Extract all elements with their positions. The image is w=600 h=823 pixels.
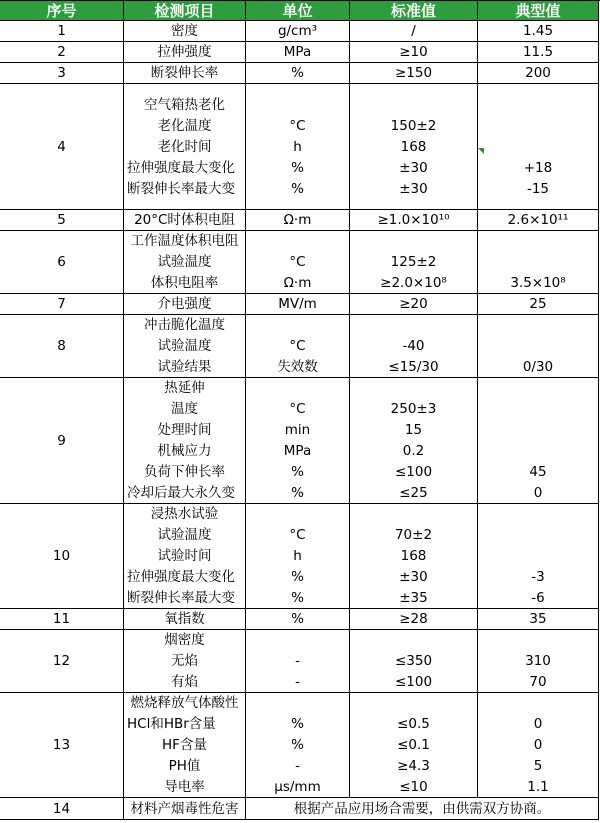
item-cell bbox=[124, 798, 246, 820]
standard-value-cell bbox=[350, 378, 478, 504]
typical-value bbox=[478, 336, 598, 357]
item-label: 断裂伸长率最大变 bbox=[127, 590, 235, 606]
typical-value bbox=[478, 231, 598, 252]
item-label: 冲击脆化温度 bbox=[144, 317, 225, 333]
item-label: 密度 bbox=[171, 23, 198, 39]
unit-value bbox=[246, 315, 349, 336]
unit-value: °C bbox=[289, 254, 306, 270]
item-label: 20°C时体积电阻 bbox=[134, 212, 235, 228]
item-label: 浸热水试验 bbox=[150, 506, 219, 522]
row-number: 9 bbox=[57, 433, 66, 449]
header-no: 序号 bbox=[0, 1, 124, 21]
item-label: PH值 bbox=[168, 758, 201, 774]
unit-value bbox=[246, 231, 349, 252]
typical-value: +18 bbox=[523, 160, 553, 176]
unit-value: °C bbox=[289, 527, 306, 543]
typical-value-cell bbox=[478, 63, 599, 84]
standard-value: 15 bbox=[404, 422, 423, 438]
standard-value-cell bbox=[350, 315, 478, 378]
unit-value: °C bbox=[289, 118, 306, 134]
typical-value-cell bbox=[478, 231, 599, 294]
standard-value bbox=[350, 504, 477, 525]
typical-value: 1.45 bbox=[522, 23, 554, 39]
header-typical: 典型值 bbox=[478, 1, 599, 21]
row-number-cell bbox=[0, 609, 124, 630]
item-label: 导电率 bbox=[164, 779, 205, 795]
item-label: HCl和HBr含量 bbox=[127, 716, 216, 732]
typical-value: -15 bbox=[526, 181, 550, 197]
row-number-cell bbox=[0, 294, 124, 315]
standard-value bbox=[350, 95, 477, 116]
unit-value: 失效数 bbox=[277, 359, 318, 375]
unit-value bbox=[246, 504, 349, 525]
typical-value bbox=[478, 441, 598, 462]
typical-value-cell bbox=[478, 210, 599, 231]
unit-value: - bbox=[295, 758, 300, 774]
row-number-cell bbox=[0, 63, 124, 84]
item-label: 处理时间 bbox=[157, 422, 212, 438]
standard-value: 168 bbox=[400, 548, 427, 564]
typical-value: 0/30 bbox=[522, 359, 554, 375]
row-number-cell bbox=[0, 378, 124, 504]
unit-value-cell bbox=[246, 630, 350, 693]
item-label: 断裂伸长率最大变 bbox=[127, 181, 235, 197]
standard-value: ≤0.1 bbox=[397, 737, 430, 753]
unit-value: % bbox=[291, 569, 304, 585]
unit-value-cell bbox=[246, 693, 350, 798]
unit-value-cell bbox=[246, 504, 350, 609]
unit-value bbox=[246, 378, 349, 399]
row-number-cell bbox=[0, 693, 124, 798]
row-number: 10 bbox=[52, 548, 71, 564]
typical-value: 25 bbox=[529, 296, 547, 312]
typical-value-cell bbox=[478, 378, 599, 504]
standard-value: ≥2.0×10⁸ bbox=[380, 275, 447, 291]
typical-value bbox=[478, 378, 598, 399]
item-cell bbox=[124, 210, 246, 231]
standard-value: ≤100 bbox=[394, 674, 433, 690]
item-label: 试验结果 bbox=[157, 359, 212, 375]
unit-value bbox=[246, 630, 349, 651]
row-number-cell bbox=[0, 798, 124, 820]
unit-value-cell bbox=[246, 378, 350, 504]
typical-value bbox=[478, 546, 598, 567]
unit-value: % bbox=[291, 464, 304, 480]
unit-value-cell bbox=[246, 63, 350, 84]
typical-value: 200 bbox=[525, 65, 551, 81]
item-label: 拉伸强度 bbox=[157, 44, 212, 60]
item-cell bbox=[124, 693, 246, 798]
standard-value-cell bbox=[350, 231, 478, 294]
item-label: 试验时间 bbox=[157, 548, 212, 564]
typical-value: 5 bbox=[533, 758, 543, 774]
unit-value: % bbox=[291, 65, 304, 81]
standard-value: ≥10 bbox=[399, 44, 428, 60]
unit-value: % bbox=[291, 160, 304, 176]
item-label: 有焰 bbox=[171, 674, 198, 690]
standard-value: 250±3 bbox=[390, 401, 437, 417]
standard-value bbox=[350, 231, 477, 252]
item-label: 工作温度体积电阻 bbox=[130, 233, 239, 249]
unit-value: - bbox=[295, 653, 300, 669]
typical-value bbox=[478, 504, 598, 525]
typical-value: 0 bbox=[533, 485, 543, 501]
item-cell bbox=[124, 63, 246, 84]
typical-value: 0 bbox=[533, 737, 543, 753]
typical-value bbox=[478, 137, 598, 158]
item-label: 氧指数 bbox=[164, 611, 205, 627]
typical-value-cell bbox=[478, 294, 599, 315]
header-item: 检测项目 bbox=[124, 1, 246, 21]
unit-value-cell bbox=[246, 42, 350, 63]
unit-value: % bbox=[291, 611, 304, 627]
typical-value-cell bbox=[478, 609, 599, 630]
row-number: 13 bbox=[52, 737, 71, 753]
standard-value: ±35 bbox=[399, 590, 428, 606]
typical-value: 2.6×10¹¹ bbox=[507, 212, 569, 228]
typical-value-cell bbox=[478, 693, 599, 798]
typical-value: 70 bbox=[529, 674, 547, 690]
unit-value bbox=[246, 95, 349, 116]
typical-value-cell bbox=[478, 42, 599, 63]
unit-value: % bbox=[291, 590, 304, 606]
typical-value bbox=[478, 252, 598, 273]
unit-value: % bbox=[291, 737, 304, 753]
item-cell bbox=[124, 315, 246, 378]
standard-value: ≤350 bbox=[394, 653, 433, 669]
standard-value-cell bbox=[350, 630, 478, 693]
standard-value: ≥28 bbox=[399, 611, 428, 627]
standard-value-cell bbox=[350, 42, 478, 63]
typical-value bbox=[478, 630, 598, 651]
item-cell bbox=[124, 42, 246, 63]
standard-value-cell bbox=[350, 63, 478, 84]
standard-value-cell bbox=[350, 21, 478, 42]
unit-value: % bbox=[291, 181, 304, 197]
unit-value-cell bbox=[246, 84, 350, 210]
standard-value: ≥150 bbox=[394, 65, 433, 81]
unit-value: min bbox=[284, 422, 311, 438]
typical-value: 3.5×10⁸ bbox=[510, 275, 566, 291]
row-number-cell bbox=[0, 210, 124, 231]
standard-value-cell bbox=[350, 609, 478, 630]
standard-value: ≤25 bbox=[399, 485, 428, 501]
item-label: 材料产烟毒性危害 bbox=[130, 801, 239, 817]
typical-value bbox=[478, 420, 598, 441]
item-label: 燃烧释放气体酸性 bbox=[130, 695, 239, 711]
typical-value-cell bbox=[478, 315, 599, 378]
row-number: 12 bbox=[52, 653, 71, 669]
typical-value bbox=[478, 693, 598, 714]
unit-value: h bbox=[293, 139, 302, 155]
unit-value-cell bbox=[246, 21, 350, 42]
standard-value bbox=[350, 630, 477, 651]
unit-value: °C bbox=[289, 401, 306, 417]
unit-value: % bbox=[291, 485, 304, 501]
header-unit: 单位 bbox=[246, 1, 350, 21]
item-label: 冷却后最大永久变 bbox=[127, 485, 235, 501]
standard-value: ±30 bbox=[399, 569, 428, 585]
item-label: 试验温度 bbox=[157, 527, 212, 543]
item-label: HF含量 bbox=[162, 737, 207, 753]
standard-value: ≥4.3 bbox=[397, 758, 430, 774]
standard-value bbox=[350, 315, 477, 336]
typical-value: 1.1 bbox=[527, 779, 549, 795]
row-number-cell bbox=[0, 84, 124, 210]
row-number-cell bbox=[0, 231, 124, 294]
item-cell bbox=[124, 21, 246, 42]
typical-value: 11.5 bbox=[522, 44, 554, 60]
item-cell bbox=[124, 609, 246, 630]
header-standard: 标准值 bbox=[350, 1, 478, 21]
item-label: 断裂伸长率 bbox=[150, 65, 219, 81]
item-label: 无焰 bbox=[171, 653, 198, 669]
unit-value: MPa bbox=[283, 44, 312, 60]
standard-value: / bbox=[411, 23, 416, 39]
item-cell bbox=[124, 504, 246, 609]
typical-value: 35 bbox=[529, 611, 547, 627]
item-label: 热延伸 bbox=[164, 380, 205, 396]
typical-value bbox=[478, 315, 598, 336]
row-number: 1 bbox=[57, 23, 66, 39]
typical-value: -3 bbox=[531, 569, 545, 585]
unit-value: Ω·m bbox=[283, 212, 312, 228]
standard-value: ±30 bbox=[399, 181, 428, 197]
unit-value-cell bbox=[246, 315, 350, 378]
unit-value: - bbox=[295, 674, 300, 690]
standard-value bbox=[350, 378, 477, 399]
typical-value-cell bbox=[478, 21, 599, 42]
item-cell bbox=[124, 378, 246, 504]
negotiation-note: 根据产品应用场合需要，由供需双方协商。 bbox=[293, 801, 551, 817]
unit-value bbox=[246, 693, 349, 714]
item-label: 烟密度 bbox=[164, 632, 205, 648]
standard-value: 125±2 bbox=[390, 254, 437, 270]
comment-marker-icon bbox=[478, 148, 484, 154]
standard-value-cell bbox=[350, 84, 478, 210]
standard-value-cell bbox=[350, 210, 478, 231]
unit-value-cell bbox=[246, 294, 350, 315]
row-number: 5 bbox=[57, 212, 66, 228]
unit-value: g/cm³ bbox=[277, 23, 318, 39]
item-label: 拉伸强度最大变化 bbox=[127, 160, 235, 176]
item-cell bbox=[124, 84, 246, 210]
standard-value: 70±2 bbox=[394, 527, 433, 543]
item-label: 温度 bbox=[171, 401, 198, 417]
standard-value: ±30 bbox=[399, 160, 428, 176]
typical-value: 45 bbox=[529, 464, 547, 480]
row-number: 3 bbox=[57, 65, 66, 81]
row-number: 11 bbox=[52, 611, 71, 627]
typical-value: 310 bbox=[525, 653, 551, 669]
unit-value: h bbox=[293, 548, 302, 564]
standard-value: 0.2 bbox=[402, 443, 425, 459]
typical-value-cell bbox=[478, 504, 599, 609]
standard-value: -40 bbox=[402, 338, 425, 354]
row-number: 14 bbox=[52, 801, 71, 817]
item-label: 介电强度 bbox=[157, 296, 212, 312]
item-cell bbox=[124, 630, 246, 693]
typical-value-cell bbox=[478, 84, 599, 210]
typical-value bbox=[478, 95, 598, 116]
standard-value bbox=[350, 693, 477, 714]
unit-value: Ω·m bbox=[283, 275, 312, 291]
item-label: 试验温度 bbox=[157, 254, 212, 270]
item-label: 拉伸强度最大变化 bbox=[127, 569, 235, 585]
unit-value: μs/mm bbox=[274, 779, 321, 795]
row-number: 6 bbox=[57, 254, 66, 270]
item-label: 机械应力 bbox=[157, 443, 212, 459]
unit-value: % bbox=[291, 716, 304, 732]
item-cell bbox=[124, 294, 246, 315]
unit-value: °C bbox=[289, 338, 306, 354]
row-number: 8 bbox=[57, 338, 66, 354]
row-number-cell bbox=[0, 42, 124, 63]
standard-value: ≤15/30 bbox=[388, 359, 439, 375]
standard-value: ≤100 bbox=[394, 464, 433, 480]
item-label: 老化温度 bbox=[157, 118, 212, 134]
unit-value: MV/m bbox=[278, 296, 317, 312]
item-label: 空气箱热老化 bbox=[144, 97, 225, 113]
typical-value bbox=[478, 116, 598, 137]
typical-value: 0 bbox=[533, 716, 543, 732]
row-number: 4 bbox=[57, 139, 66, 155]
unit-value-cell bbox=[246, 609, 350, 630]
unit-value-cell bbox=[246, 210, 350, 231]
item-label: 负荷下伸长率 bbox=[144, 464, 225, 480]
row-number: 2 bbox=[57, 44, 66, 60]
typical-value: -6 bbox=[531, 590, 545, 606]
row-number-cell bbox=[0, 315, 124, 378]
typical-value bbox=[478, 399, 598, 420]
standard-value: ≥1.0×10¹⁰ bbox=[377, 212, 450, 228]
standard-value: ≤0.5 bbox=[397, 716, 430, 732]
standard-value: 168 bbox=[400, 139, 427, 155]
standard-value: ≥20 bbox=[399, 296, 428, 312]
item-label: 试验温度 bbox=[157, 338, 212, 354]
note-cell bbox=[246, 798, 599, 820]
row-number-cell bbox=[0, 504, 124, 609]
row-number-cell bbox=[0, 21, 124, 42]
standard-value: ≤10 bbox=[399, 779, 428, 795]
standard-value: 150±2 bbox=[390, 118, 437, 134]
row-number-cell bbox=[0, 630, 124, 693]
row-number: 7 bbox=[57, 296, 66, 312]
unit-value: MPa bbox=[283, 443, 312, 459]
item-cell bbox=[124, 231, 246, 294]
typical-value bbox=[478, 525, 598, 546]
item-label: 体积电阻率 bbox=[150, 275, 219, 291]
typical-value-cell bbox=[478, 630, 599, 693]
standard-value-cell bbox=[350, 294, 478, 315]
unit-value-cell bbox=[246, 231, 350, 294]
standard-value-cell bbox=[350, 693, 478, 798]
standard-value-cell bbox=[350, 504, 478, 609]
item-label: 老化时间 bbox=[157, 139, 212, 155]
